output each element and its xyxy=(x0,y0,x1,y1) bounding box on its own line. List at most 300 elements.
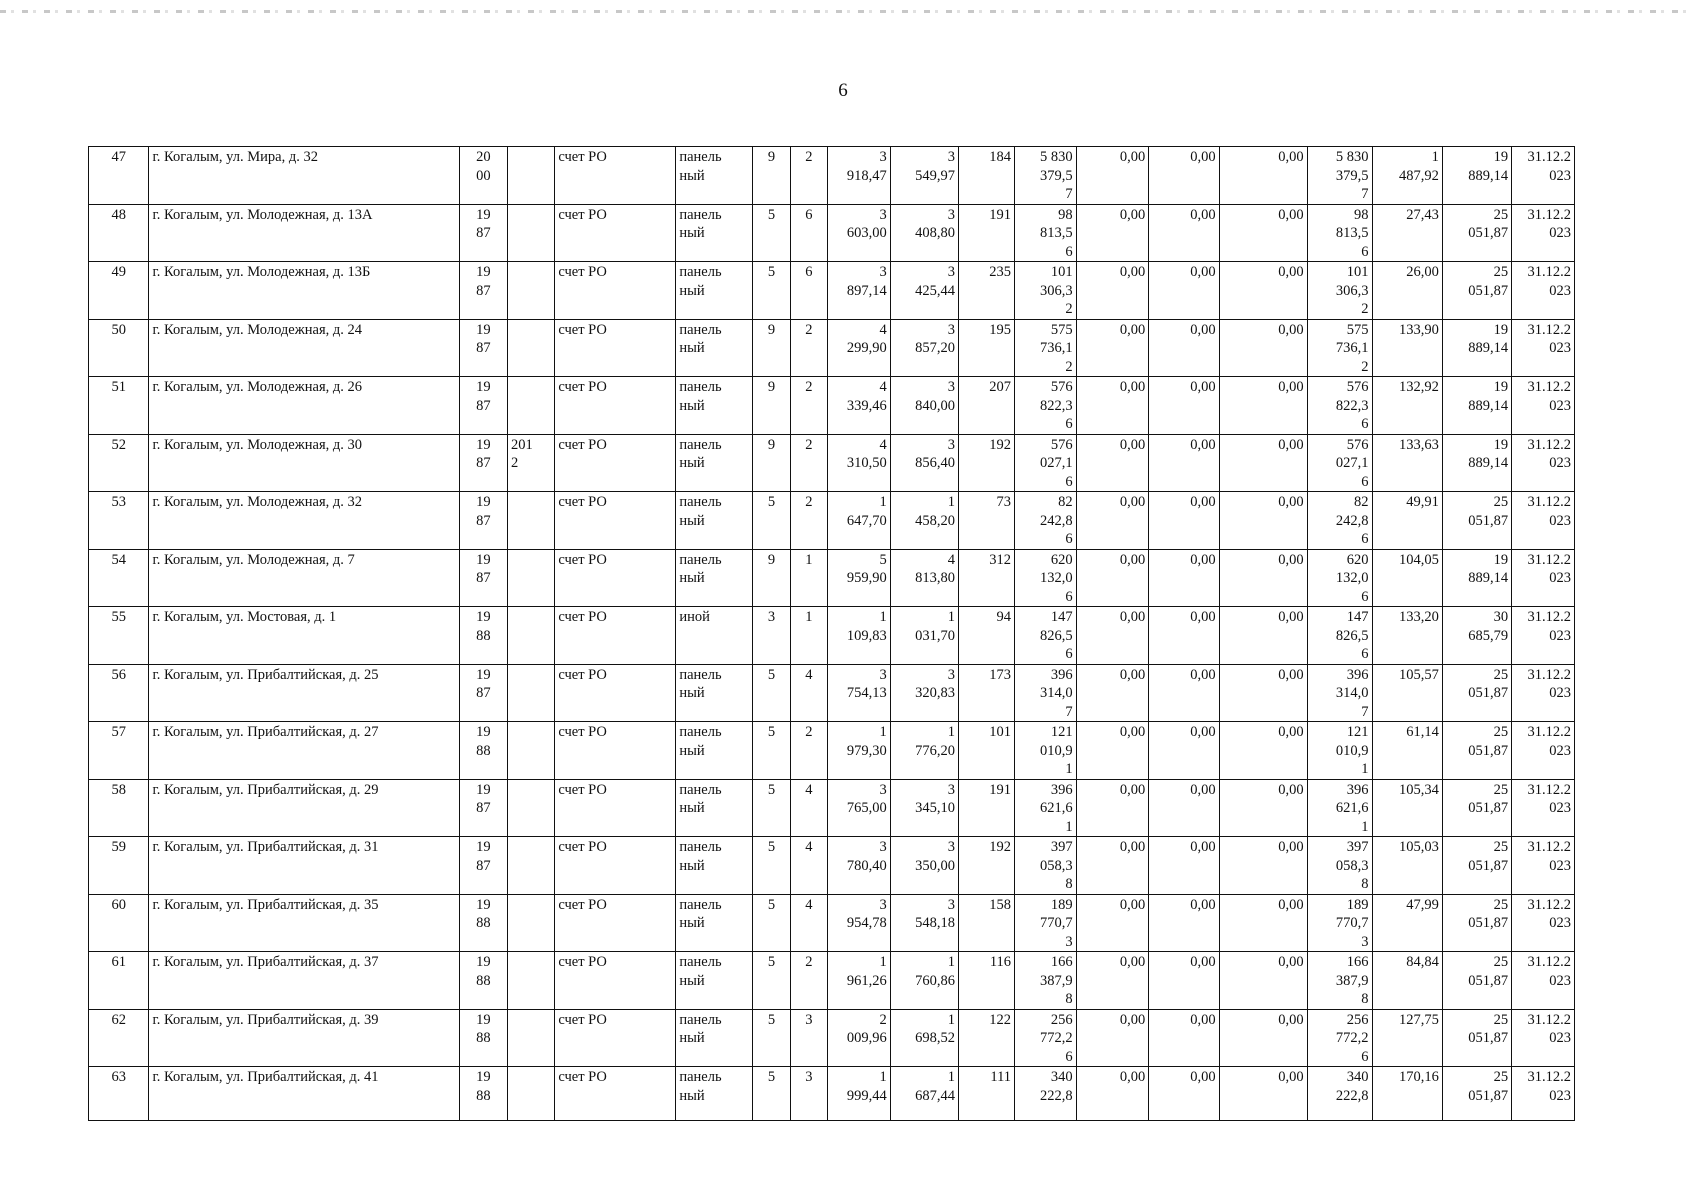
row-number: 51 xyxy=(89,377,149,435)
wall-material-cell: панель ный xyxy=(676,147,753,205)
fund-method-cell: счет РО xyxy=(555,319,676,377)
regional-funds-cell: 0,00 xyxy=(1149,147,1219,205)
cost-limit-cell: 25 051,87 xyxy=(1442,262,1511,320)
row-number: 61 xyxy=(89,952,149,1010)
table-row xyxy=(89,952,1575,1010)
floors-cell: 9 xyxy=(753,549,790,607)
year-reconstruction-cell: 201 2 xyxy=(508,434,555,492)
wall-material-cell: панель ный xyxy=(676,952,753,1010)
unit-cost-cell: 105,57 xyxy=(1372,664,1442,722)
owner-funds-cell: 101 306,3 2 xyxy=(1307,262,1372,320)
row-number: 57 xyxy=(89,722,149,780)
unit-cost-cell: 49,91 xyxy=(1372,492,1442,550)
fund-method-cell: счет РО xyxy=(555,377,676,435)
floors-cell: 5 xyxy=(753,1067,790,1121)
table-row xyxy=(89,837,1575,895)
table-row xyxy=(89,492,1575,550)
owner-funds-cell: 575 736,1 2 xyxy=(1307,319,1372,377)
year-built-cell: 19 87 xyxy=(459,549,507,607)
deadline-cell: 31.12.2 023 xyxy=(1512,377,1575,435)
unit-cost-cell: 104,05 xyxy=(1372,549,1442,607)
unit-cost-cell: 133,20 xyxy=(1372,607,1442,665)
deadline-cell: 31.12.2 023 xyxy=(1512,894,1575,952)
repair-cost-cell: 397 058,3 8 xyxy=(1015,837,1077,895)
row-number: 52 xyxy=(89,434,149,492)
unit-cost-cell: 127,75 xyxy=(1372,1009,1442,1067)
residents-cell: 312 xyxy=(958,549,1014,607)
cost-limit-cell: 19 889,14 xyxy=(1442,377,1511,435)
year-reconstruction-cell xyxy=(508,319,555,377)
cost-limit-cell: 25 051,87 xyxy=(1442,664,1511,722)
row-number: 62 xyxy=(89,1009,149,1067)
scan-edge-artifact xyxy=(0,10,1686,13)
fund-method-cell: счет РО xyxy=(555,894,676,952)
living-area-cell: 3 345,10 xyxy=(890,779,958,837)
owner-funds-cell: 189 770,7 3 xyxy=(1307,894,1372,952)
total-area-cell: 4 339,46 xyxy=(828,377,891,435)
total-area-cell: 4 310,50 xyxy=(828,434,891,492)
total-area-cell: 3 765,00 xyxy=(828,779,891,837)
regional-funds-cell: 0,00 xyxy=(1149,262,1219,320)
repair-cost-cell: 396 314,0 7 xyxy=(1015,664,1077,722)
address-cell: г. Когалым, ул. Прибалтийская, д. 31 xyxy=(149,837,459,895)
total-area-cell: 3 954,78 xyxy=(828,894,891,952)
regional-funds-cell: 0,00 xyxy=(1149,1009,1219,1067)
cost-limit-cell: 25 051,87 xyxy=(1442,894,1511,952)
total-area-cell: 4 299,90 xyxy=(828,319,891,377)
year-built-cell: 19 87 xyxy=(459,377,507,435)
address-cell: г. Когалым, ул. Молодежная, д. 13А xyxy=(149,204,459,262)
entrances-cell: 3 xyxy=(790,1067,827,1121)
local-funds-cell: 0,00 xyxy=(1219,319,1307,377)
owner-funds-cell: 98 813,5 6 xyxy=(1307,204,1372,262)
residents-cell: 173 xyxy=(958,664,1014,722)
year-built-cell: 19 87 xyxy=(459,837,507,895)
total-area-cell: 1 979,30 xyxy=(828,722,891,780)
federal-funds-cell: 0,00 xyxy=(1076,147,1149,205)
year-reconstruction-cell xyxy=(508,204,555,262)
regional-funds-cell: 0,00 xyxy=(1149,837,1219,895)
fund-method-cell: счет РО xyxy=(555,664,676,722)
federal-funds-cell: 0,00 xyxy=(1076,377,1149,435)
wall-material-cell: панель ный xyxy=(676,1009,753,1067)
residents-cell: 73 xyxy=(958,492,1014,550)
fund-method-cell: счет РО xyxy=(555,1009,676,1067)
year-built-cell: 19 87 xyxy=(459,664,507,722)
cost-limit-cell: 25 051,87 xyxy=(1442,1009,1511,1067)
repair-cost-cell: 340 222,8 xyxy=(1015,1067,1077,1121)
total-area-cell: 5 959,90 xyxy=(828,549,891,607)
entrances-cell: 2 xyxy=(790,319,827,377)
federal-funds-cell: 0,00 xyxy=(1076,837,1149,895)
row-number: 60 xyxy=(89,894,149,952)
local-funds-cell: 0,00 xyxy=(1219,549,1307,607)
living-area-cell: 3 857,20 xyxy=(890,319,958,377)
cost-limit-cell: 19 889,14 xyxy=(1442,319,1511,377)
table-row xyxy=(89,549,1575,607)
local-funds-cell: 0,00 xyxy=(1219,1067,1307,1121)
living-area-cell: 4 813,80 xyxy=(890,549,958,607)
fund-method-cell: счет РО xyxy=(555,607,676,665)
unit-cost-cell: 105,03 xyxy=(1372,837,1442,895)
entrances-cell: 2 xyxy=(790,377,827,435)
repair-cost-cell: 101 306,3 2 xyxy=(1015,262,1077,320)
table-row xyxy=(89,377,1575,435)
wall-material-cell: панель ный xyxy=(676,204,753,262)
repair-cost-cell: 121 010,9 1 xyxy=(1015,722,1077,780)
floors-cell: 5 xyxy=(753,837,790,895)
deadline-cell: 31.12.2 023 xyxy=(1512,779,1575,837)
table-row xyxy=(89,1009,1575,1067)
year-built-cell: 19 88 xyxy=(459,894,507,952)
regional-funds-cell: 0,00 xyxy=(1149,377,1219,435)
federal-funds-cell: 0,00 xyxy=(1076,262,1149,320)
residents-cell: 94 xyxy=(958,607,1014,665)
total-area-cell: 1 999,44 xyxy=(828,1067,891,1121)
living-area-cell: 3 548,18 xyxy=(890,894,958,952)
repair-cost-cell: 576 027,1 6 xyxy=(1015,434,1077,492)
floors-cell: 5 xyxy=(753,262,790,320)
cost-limit-cell: 25 051,87 xyxy=(1442,952,1511,1010)
residents-cell: 195 xyxy=(958,319,1014,377)
deadline-cell: 31.12.2 023 xyxy=(1512,1067,1575,1121)
total-area-cell: 1 647,70 xyxy=(828,492,891,550)
entrances-cell: 2 xyxy=(790,952,827,1010)
local-funds-cell: 0,00 xyxy=(1219,837,1307,895)
row-number: 56 xyxy=(89,664,149,722)
wall-material-cell: панель ный xyxy=(676,262,753,320)
total-area-cell: 1 961,26 xyxy=(828,952,891,1010)
local-funds-cell: 0,00 xyxy=(1219,434,1307,492)
entrances-cell: 6 xyxy=(790,262,827,320)
residents-cell: 158 xyxy=(958,894,1014,952)
table-row xyxy=(89,434,1575,492)
year-reconstruction-cell xyxy=(508,1067,555,1121)
page-number: 6 xyxy=(838,80,848,101)
table-row xyxy=(89,664,1575,722)
year-reconstruction-cell xyxy=(508,837,555,895)
repair-cost-cell: 147 826,5 6 xyxy=(1015,607,1077,665)
fund-method-cell: счет РО xyxy=(555,1067,676,1121)
local-funds-cell: 0,00 xyxy=(1219,779,1307,837)
repair-cost-cell: 575 736,1 2 xyxy=(1015,319,1077,377)
year-reconstruction-cell xyxy=(508,377,555,435)
floors-cell: 5 xyxy=(753,204,790,262)
residents-cell: 191 xyxy=(958,204,1014,262)
total-area-cell: 3 780,40 xyxy=(828,837,891,895)
owner-funds-cell: 147 826,5 6 xyxy=(1307,607,1372,665)
regional-funds-cell: 0,00 xyxy=(1149,204,1219,262)
owner-funds-cell: 166 387,9 8 xyxy=(1307,952,1372,1010)
federal-funds-cell: 0,00 xyxy=(1076,779,1149,837)
regional-funds-cell: 0,00 xyxy=(1149,319,1219,377)
living-area-cell: 3 408,80 xyxy=(890,204,958,262)
cost-limit-cell: 25 051,87 xyxy=(1442,1067,1511,1121)
entrances-cell: 2 xyxy=(790,492,827,550)
wall-material-cell: панель ный xyxy=(676,837,753,895)
year-reconstruction-cell xyxy=(508,147,555,205)
row-number: 63 xyxy=(89,1067,149,1121)
table-row xyxy=(89,722,1575,780)
deadline-cell: 31.12.2 023 xyxy=(1512,147,1575,205)
total-area-cell: 3 918,47 xyxy=(828,147,891,205)
owner-funds-cell: 397 058,3 8 xyxy=(1307,837,1372,895)
residents-cell: 122 xyxy=(958,1009,1014,1067)
unit-cost-cell: 26,00 xyxy=(1372,262,1442,320)
table-row xyxy=(89,204,1575,262)
total-area-cell: 3 897,14 xyxy=(828,262,891,320)
regional-funds-cell: 0,00 xyxy=(1149,664,1219,722)
regional-funds-cell: 0,00 xyxy=(1149,952,1219,1010)
living-area-cell: 1 687,44 xyxy=(890,1067,958,1121)
row-number: 50 xyxy=(89,319,149,377)
row-number: 55 xyxy=(89,607,149,665)
regional-funds-cell: 0,00 xyxy=(1149,1067,1219,1121)
floors-cell: 5 xyxy=(753,1009,790,1067)
entrances-cell: 1 xyxy=(790,549,827,607)
repair-cost-cell: 189 770,7 3 xyxy=(1015,894,1077,952)
address-cell: г. Когалым, ул. Прибалтийская, д. 37 xyxy=(149,952,459,1010)
address-cell: г. Когалым, ул. Молодежная, д. 24 xyxy=(149,319,459,377)
wall-material-cell: иной xyxy=(676,607,753,665)
repair-cost-cell: 98 813,5 6 xyxy=(1015,204,1077,262)
cost-limit-cell: 25 051,87 xyxy=(1442,492,1511,550)
floors-cell: 9 xyxy=(753,319,790,377)
federal-funds-cell: 0,00 xyxy=(1076,952,1149,1010)
wall-material-cell: панель ный xyxy=(676,722,753,780)
local-funds-cell: 0,00 xyxy=(1219,492,1307,550)
federal-funds-cell: 0,00 xyxy=(1076,722,1149,780)
local-funds-cell: 0,00 xyxy=(1219,204,1307,262)
wall-material-cell: панель ный xyxy=(676,319,753,377)
wall-material-cell: панель ный xyxy=(676,894,753,952)
deadline-cell: 31.12.2 023 xyxy=(1512,837,1575,895)
local-funds-cell: 0,00 xyxy=(1219,147,1307,205)
table-row xyxy=(89,894,1575,952)
year-reconstruction-cell xyxy=(508,1009,555,1067)
floors-cell: 5 xyxy=(753,779,790,837)
floors-cell: 9 xyxy=(753,434,790,492)
repair-cost-cell: 396 621,6 1 xyxy=(1015,779,1077,837)
unit-cost-cell: 170,16 xyxy=(1372,1067,1442,1121)
row-number: 47 xyxy=(89,147,149,205)
cost-limit-cell: 25 051,87 xyxy=(1442,779,1511,837)
unit-cost-cell: 132,92 xyxy=(1372,377,1442,435)
address-cell: г. Когалым, ул. Молодежная, д. 32 xyxy=(149,492,459,550)
year-reconstruction-cell xyxy=(508,894,555,952)
wall-material-cell: панель ный xyxy=(676,377,753,435)
owner-funds-cell: 5 830 379,5 7 xyxy=(1307,147,1372,205)
year-built-cell: 19 87 xyxy=(459,204,507,262)
register-body xyxy=(89,147,1575,1121)
address-cell: г. Когалым, ул. Молодежная, д. 30 xyxy=(149,434,459,492)
row-number: 53 xyxy=(89,492,149,550)
wall-material-cell: панель ный xyxy=(676,434,753,492)
unit-cost-cell: 133,63 xyxy=(1372,434,1442,492)
deadline-cell: 31.12.2 023 xyxy=(1512,319,1575,377)
owner-funds-cell: 82 242,8 6 xyxy=(1307,492,1372,550)
residents-cell: 116 xyxy=(958,952,1014,1010)
deadline-cell: 31.12.2 023 xyxy=(1512,204,1575,262)
year-reconstruction-cell xyxy=(508,549,555,607)
owner-funds-cell: 256 772,2 6 xyxy=(1307,1009,1372,1067)
living-area-cell: 3 350,00 xyxy=(890,837,958,895)
federal-funds-cell: 0,00 xyxy=(1076,664,1149,722)
wall-material-cell: панель ный xyxy=(676,492,753,550)
living-area-cell: 3 425,44 xyxy=(890,262,958,320)
deadline-cell: 31.12.2 023 xyxy=(1512,492,1575,550)
federal-funds-cell: 0,00 xyxy=(1076,319,1149,377)
entrances-cell: 4 xyxy=(790,779,827,837)
deadline-cell: 31.12.2 023 xyxy=(1512,434,1575,492)
year-built-cell: 19 88 xyxy=(459,1009,507,1067)
repair-cost-cell: 166 387,9 8 xyxy=(1015,952,1077,1010)
residents-cell: 207 xyxy=(958,377,1014,435)
fund-method-cell: счет РО xyxy=(555,952,676,1010)
residents-cell: 101 xyxy=(958,722,1014,780)
fund-method-cell: счет РО xyxy=(555,722,676,780)
fund-method-cell: счет РО xyxy=(555,549,676,607)
federal-funds-cell: 0,00 xyxy=(1076,549,1149,607)
floors-cell: 5 xyxy=(753,722,790,780)
deadline-cell: 31.12.2 023 xyxy=(1512,549,1575,607)
year-reconstruction-cell xyxy=(508,607,555,665)
entrances-cell: 2 xyxy=(790,434,827,492)
address-cell: г. Когалым, ул. Молодежная, д. 7 xyxy=(149,549,459,607)
cost-limit-cell: 25 051,87 xyxy=(1442,722,1511,780)
regional-funds-cell: 0,00 xyxy=(1149,549,1219,607)
floors-cell: 5 xyxy=(753,664,790,722)
address-cell: г. Когалым, ул. Молодежная, д. 26 xyxy=(149,377,459,435)
year-built-cell: 20 00 xyxy=(459,147,507,205)
housing-register-table xyxy=(88,146,1575,1121)
year-reconstruction-cell xyxy=(508,779,555,837)
year-built-cell: 19 87 xyxy=(459,319,507,377)
entrances-cell: 3 xyxy=(790,1009,827,1067)
entrances-cell: 4 xyxy=(790,837,827,895)
federal-funds-cell: 0,00 xyxy=(1076,204,1149,262)
residents-cell: 192 xyxy=(958,434,1014,492)
living-area-cell: 1 698,52 xyxy=(890,1009,958,1067)
local-funds-cell: 0,00 xyxy=(1219,722,1307,780)
table-row xyxy=(89,147,1575,205)
owner-funds-cell: 396 314,0 7 xyxy=(1307,664,1372,722)
floors-cell: 9 xyxy=(753,377,790,435)
year-built-cell: 19 88 xyxy=(459,1067,507,1121)
fund-method-cell: счет РО xyxy=(555,434,676,492)
fund-method-cell: счет РО xyxy=(555,262,676,320)
local-funds-cell: 0,00 xyxy=(1219,664,1307,722)
floors-cell: 5 xyxy=(753,492,790,550)
row-number: 58 xyxy=(89,779,149,837)
row-number: 54 xyxy=(89,549,149,607)
wall-material-cell: панель ный xyxy=(676,1067,753,1121)
year-reconstruction-cell xyxy=(508,952,555,1010)
fund-method-cell: счет РО xyxy=(555,147,676,205)
row-number: 59 xyxy=(89,837,149,895)
year-built-cell: 19 87 xyxy=(459,779,507,837)
owner-funds-cell: 396 621,6 1 xyxy=(1307,779,1372,837)
floors-cell: 3 xyxy=(753,607,790,665)
federal-funds-cell: 0,00 xyxy=(1076,1067,1149,1121)
owner-funds-cell: 121 010,9 1 xyxy=(1307,722,1372,780)
floors-cell: 5 xyxy=(753,894,790,952)
deadline-cell: 31.12.2 023 xyxy=(1512,722,1575,780)
regional-funds-cell: 0,00 xyxy=(1149,779,1219,837)
entrances-cell: 6 xyxy=(790,204,827,262)
living-area-cell: 3 320,83 xyxy=(890,664,958,722)
local-funds-cell: 0,00 xyxy=(1219,262,1307,320)
year-built-cell: 19 88 xyxy=(459,952,507,1010)
address-cell: г. Когалым, ул. Мира, д. 32 xyxy=(149,147,459,205)
table-row xyxy=(89,319,1575,377)
living-area-cell: 1 458,20 xyxy=(890,492,958,550)
address-cell: г. Когалым, ул. Прибалтийская, д. 35 xyxy=(149,894,459,952)
wall-material-cell: панель ный xyxy=(676,549,753,607)
entrances-cell: 2 xyxy=(790,722,827,780)
living-area-cell: 1 760,86 xyxy=(890,952,958,1010)
living-area-cell: 3 840,00 xyxy=(890,377,958,435)
deadline-cell: 31.12.2 023 xyxy=(1512,664,1575,722)
row-number: 49 xyxy=(89,262,149,320)
fund-method-cell: счет РО xyxy=(555,837,676,895)
federal-funds-cell: 0,00 xyxy=(1076,492,1149,550)
unit-cost-cell: 47,99 xyxy=(1372,894,1442,952)
total-area-cell: 1 109,83 xyxy=(828,607,891,665)
repair-cost-cell: 82 242,8 6 xyxy=(1015,492,1077,550)
local-funds-cell: 0,00 xyxy=(1219,952,1307,1010)
deadline-cell: 31.12.2 023 xyxy=(1512,952,1575,1010)
entrances-cell: 4 xyxy=(790,894,827,952)
residents-cell: 111 xyxy=(958,1067,1014,1121)
address-cell: г. Когалым, ул. Прибалтийская, д. 39 xyxy=(149,1009,459,1067)
wall-material-cell: панель ный xyxy=(676,779,753,837)
cost-limit-cell: 25 051,87 xyxy=(1442,837,1511,895)
cost-limit-cell: 25 051,87 xyxy=(1442,204,1511,262)
regional-funds-cell: 0,00 xyxy=(1149,492,1219,550)
living-area-cell: 3 549,97 xyxy=(890,147,958,205)
repair-cost-cell: 256 772,2 6 xyxy=(1015,1009,1077,1067)
cost-limit-cell: 19 889,14 xyxy=(1442,549,1511,607)
entrances-cell: 4 xyxy=(790,664,827,722)
deadline-cell: 31.12.2 023 xyxy=(1512,607,1575,665)
federal-funds-cell: 0,00 xyxy=(1076,894,1149,952)
residents-cell: 184 xyxy=(958,147,1014,205)
federal-funds-cell: 0,00 xyxy=(1076,434,1149,492)
table-row xyxy=(89,607,1575,665)
repair-cost-cell: 5 830 379,5 7 xyxy=(1015,147,1077,205)
fund-method-cell: счет РО xyxy=(555,779,676,837)
wall-material-cell: панель ный xyxy=(676,664,753,722)
living-area-cell: 3 856,40 xyxy=(890,434,958,492)
year-built-cell: 19 88 xyxy=(459,607,507,665)
owner-funds-cell: 620 132,0 6 xyxy=(1307,549,1372,607)
fund-method-cell: счет РО xyxy=(555,204,676,262)
unit-cost-cell: 84,84 xyxy=(1372,952,1442,1010)
entrances-cell: 1 xyxy=(790,607,827,665)
unit-cost-cell: 105,34 xyxy=(1372,779,1442,837)
year-reconstruction-cell xyxy=(508,492,555,550)
unit-cost-cell: 27,43 xyxy=(1372,204,1442,262)
year-reconstruction-cell xyxy=(508,722,555,780)
address-cell: г. Когалым, ул. Прибалтийская, д. 41 xyxy=(149,1067,459,1121)
fund-method-cell: счет РО xyxy=(555,492,676,550)
address-cell: г. Когалым, ул. Мостовая, д. 1 xyxy=(149,607,459,665)
local-funds-cell: 0,00 xyxy=(1219,1009,1307,1067)
living-area-cell: 1 776,20 xyxy=(890,722,958,780)
year-built-cell: 19 87 xyxy=(459,492,507,550)
address-cell: г. Когалым, ул. Молодежная, д. 13Б xyxy=(149,262,459,320)
